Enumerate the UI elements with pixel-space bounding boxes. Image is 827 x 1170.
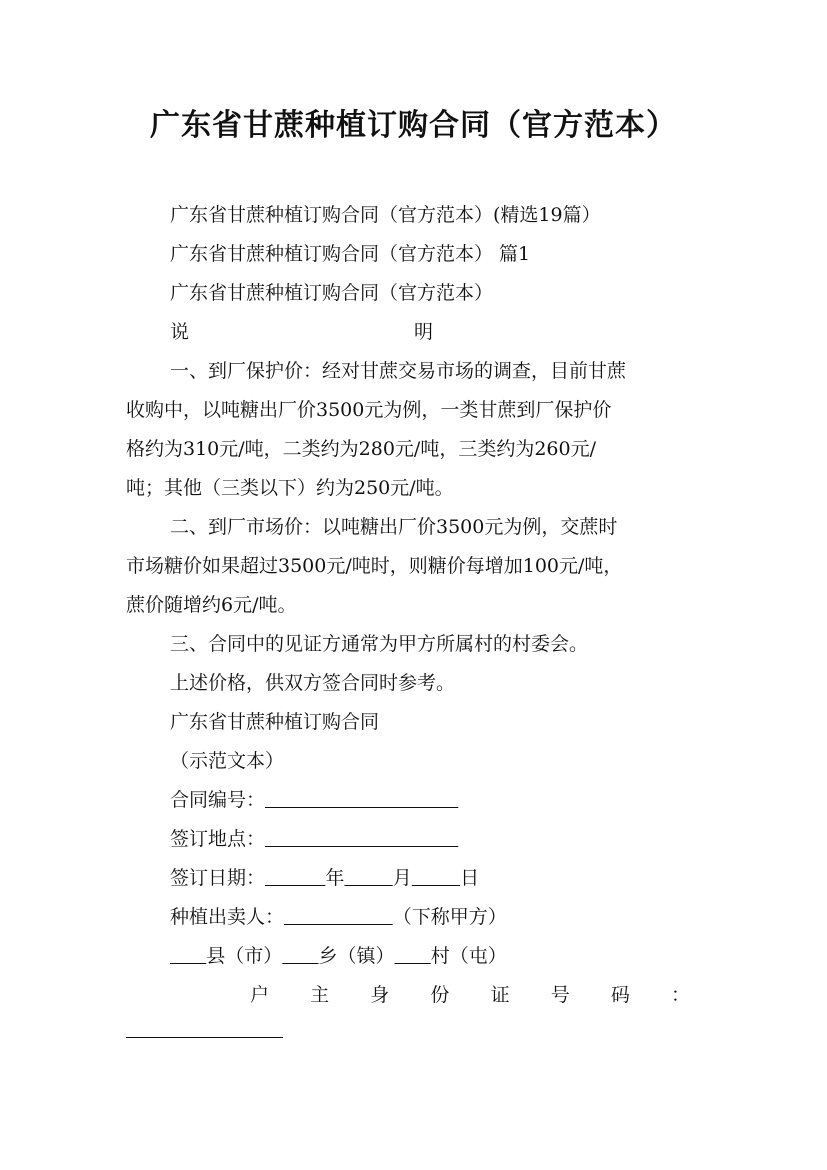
subtitle-part1: 广东省甘蔗种植订购合同（官方范本） 篇1 [170, 243, 531, 265]
id-number-row [126, 1019, 283, 1041]
heading-shuo: 说 [170, 321, 190, 343]
contract-subheading: （示范文本） [170, 750, 285, 772]
id-label-char: 户 [250, 984, 270, 1006]
id-label-char: 码 [610, 984, 630, 1006]
id-label-char: 份 [430, 984, 450, 1006]
heading-ming: 明 [414, 321, 434, 343]
seller-blank[interactable] [284, 906, 393, 928]
paragraph-1-line-1: 一、到厂保护价：经对甘蔗交易市场的调查，目前甘蔗 [170, 360, 627, 382]
sign-place-label: 签订地点： [170, 828, 266, 850]
seller-row [170, 902, 507, 929]
township-label: 乡（镇） [318, 945, 395, 967]
document-title: 广东省甘蔗种植订购合同（官方范本） [150, 108, 677, 143]
id-label-char: 主 [310, 984, 330, 1006]
county-blank[interactable] [170, 945, 206, 967]
paragraph-1-line-2: 收购中，以吨糖出厂价3500元为例，一类甘蔗到厂保护价 [126, 399, 612, 421]
id-label-char: 证 [490, 984, 510, 1006]
paragraph-4: 上述价格，供双方签合同时参考。 [170, 672, 456, 694]
county-label: 县（市） [206, 945, 283, 967]
year-label: 年 [325, 867, 345, 889]
id-number-label-row [250, 980, 690, 1007]
day-label: 日 [460, 867, 480, 889]
paragraph-2-line-3: 蔗价随增约6元/吨。 [126, 594, 297, 616]
id-label-char: 号 [550, 984, 570, 1006]
sign-date-label: 签订日期： [170, 867, 266, 889]
id-label-char: 身 [370, 984, 390, 1006]
sign-date-row [170, 863, 479, 890]
id-number-label [250, 980, 690, 1007]
contract-number-label: 合同编号： [170, 789, 266, 811]
seller-label: 种植出卖人： [170, 906, 285, 928]
village-label: 村（屯） [430, 945, 507, 967]
contract-number-blank[interactable] [265, 789, 458, 811]
village-blank[interactable] [395, 945, 431, 967]
paragraph-2-line-1: 二、到厂市场价：以吨糖出厂价3500元为例，交蔗时 [170, 516, 618, 538]
paragraph-3: 三、合同中的见证方通常为甲方所属村的村委会。 [170, 633, 589, 655]
paragraph-1-line-3: 格约为310元/吨，二类约为280元/吨，三类约为260元/ [126, 438, 597, 460]
subtitle-contract: 广东省甘蔗种植订购合同（官方范本） [170, 282, 494, 304]
sign-place-blank[interactable] [265, 828, 458, 850]
subtitle-collection: 广东省甘蔗种植订购合同（官方范本）(精选19篇） [170, 204, 601, 226]
sign-place-row [170, 824, 458, 851]
contract-heading: 广东省甘蔗种植订购合同 [170, 711, 380, 733]
sign-month-blank[interactable] [344, 867, 392, 889]
paragraph-1-line-4: 吨；其他（三类以下）约为250元/吨。 [126, 477, 454, 499]
address-row [170, 941, 507, 968]
sign-year-blank[interactable] [265, 867, 325, 889]
township-blank[interactable] [282, 945, 318, 967]
id-number-blank[interactable] [126, 1019, 283, 1041]
paragraph-2-line-2: 市场糖价如果超过3500元/吨时，则糖价每增加100元/吨， [126, 555, 623, 577]
contract-number-row [170, 785, 458, 812]
id-label-char: ： [670, 984, 690, 1006]
sign-day-blank[interactable] [412, 867, 460, 889]
seller-suffix: （下称甲方） [392, 906, 507, 928]
month-label: 月 [392, 867, 412, 889]
